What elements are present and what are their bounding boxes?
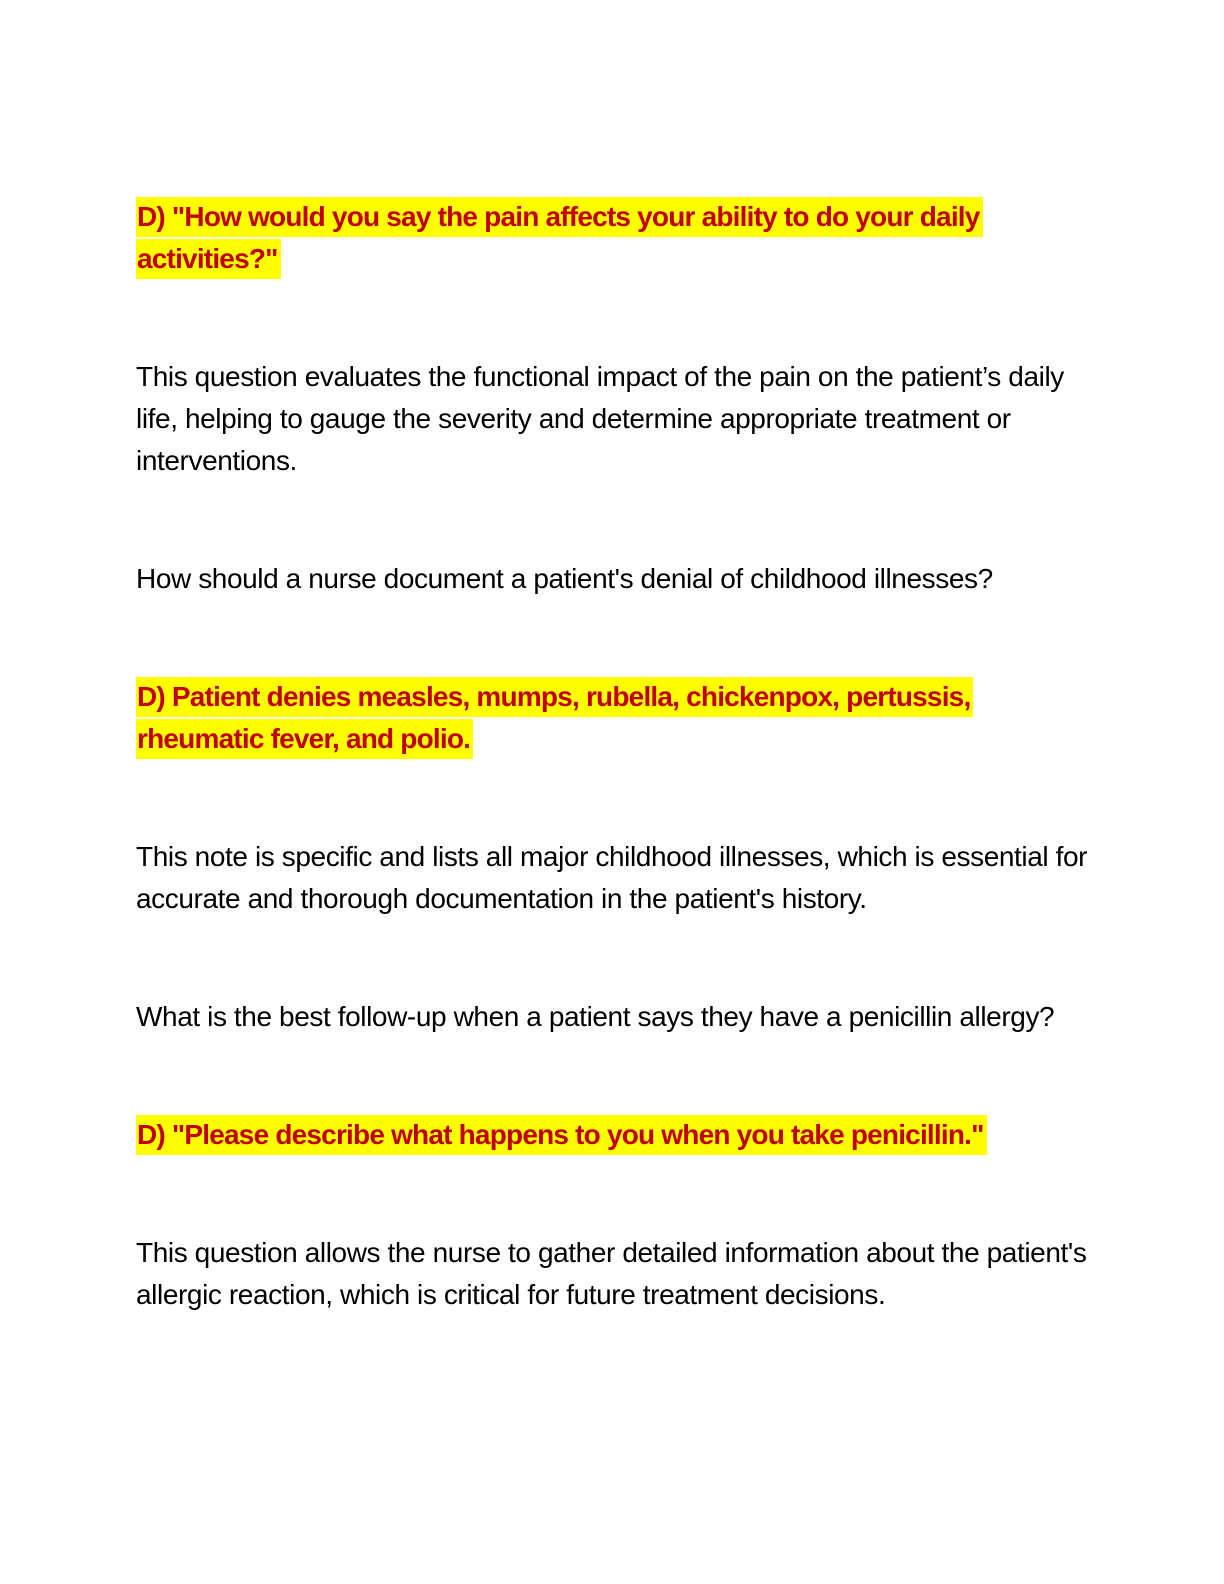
highlighted-answer-text: D) "Please describe what happens to you when you take penicillin.": [136, 1115, 987, 1155]
answer-option-penicillin-allergy: [136, 1114, 1094, 1156]
explanation-penicillin-allergy: This question allows the nurse to gather detailed information about the patient's allergic reaction, which is critical for future treatment decisions.: [136, 1237, 1087, 1310]
highlighted-answer-text: D) "How would you say the pain affects your ability to do your daily activities?": [136, 197, 983, 279]
explanation-childhood-illnesses: This note is specific and lists all major childhood illnesses, which is essential for accurate and thorough documentation in the patient's history.: [136, 841, 1088, 914]
answer-option-pain-impact: [136, 196, 1094, 280]
question-childhood-illnesses: How should a nurse document a patient's denial of childhood illnesses?: [136, 563, 993, 594]
explanation-pain-impact: This question evaluates the functional impact of the pain on the patient’s daily life, helping to gauge the severity and determine appropriate treatment or interventions.: [136, 361, 1064, 476]
question-penicillin-allergy: What is the best follow-up when a patient says they have a penicillin allergy?: [136, 1001, 1055, 1032]
answer-option-childhood-illnesses: [136, 676, 1094, 760]
highlighted-answer-text: D) Patient denies measles, mumps, rubella, chickenpox, pertussis, rheumatic fever, and polio.: [136, 677, 973, 759]
